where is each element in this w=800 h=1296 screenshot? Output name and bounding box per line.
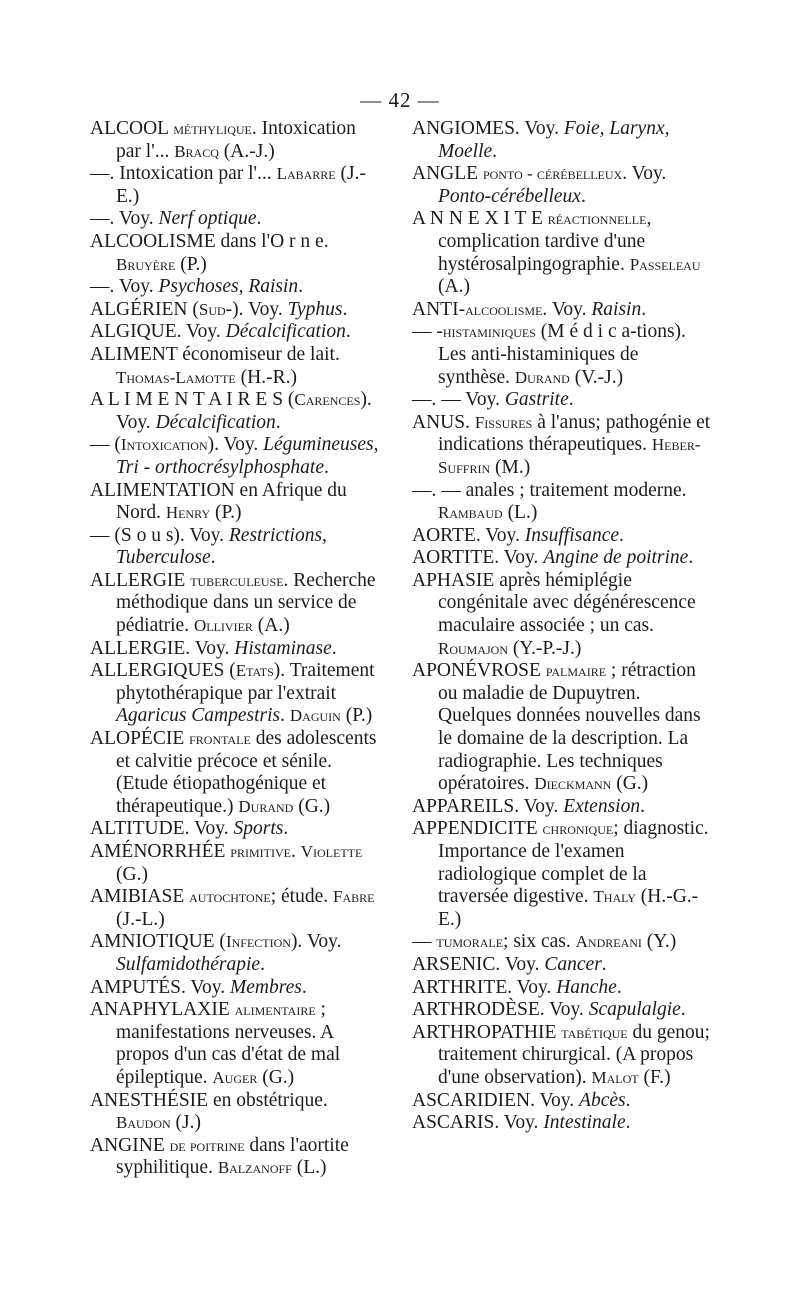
entry-text: (V.-J.) [569, 366, 624, 388]
entry-text: ALIMENTATION en Afrique du Nord. [90, 479, 347, 524]
entry-text: . [619, 524, 624, 546]
index-entry [90, 525, 382, 570]
entry-text: . [580, 185, 586, 207]
index-entry [412, 1090, 712, 1113]
entry-smallcaps-text: Intoxication [120, 435, 208, 455]
index-entry [412, 954, 712, 977]
entry-text: (J.-L.) [116, 908, 165, 930]
entry-smallcaps-text: Rambaud [438, 503, 503, 523]
entry-smallcaps-text: Malot [591, 1067, 639, 1087]
index-column-left [90, 118, 382, 1180]
entry-text: ANGLE [412, 163, 483, 185]
entry-smallcaps-text: Labarre [276, 164, 336, 184]
entry-smallcaps-text: tuberculeuse [190, 570, 284, 590]
entry-text: (M é d i c a-tions). Les anti-histaminiques de synthèse. [438, 321, 686, 388]
entry-italic-text: Décalcification [225, 321, 346, 343]
entry-italic-text: Psychoses, Raisin [158, 276, 299, 298]
entry-text: (L.) [502, 502, 538, 524]
entry-smallcaps-text: autochtone [189, 887, 271, 907]
index-entry [90, 818, 382, 841]
page-number: — 42 — [360, 88, 440, 112]
entry-smallcaps-text: Henry [165, 503, 211, 523]
entry-text: ). Voy. [290, 931, 342, 953]
entry-text: AMÉNORRHÉE [90, 841, 231, 862]
index-entry [90, 163, 382, 208]
entry-text: . [568, 389, 574, 411]
entry-text: . [324, 456, 329, 478]
entry-italic-text: Décalcification [155, 411, 276, 433]
entry-smallcaps-text: Durand [514, 367, 570, 387]
entry-text: , complication tardive d'une hystérosalpingographie. [438, 208, 652, 275]
entry-text: A L I M E N T A I R E S ( [90, 389, 295, 411]
entry-smallcaps-text: chronique [542, 819, 614, 839]
index-entry [90, 480, 382, 525]
entry-smallcaps-text: Bracq [174, 141, 219, 161]
entry-text: ALCOOLISME dans l'O r n e. [90, 230, 329, 252]
index-entry [412, 818, 712, 931]
index-entry [412, 525, 712, 548]
index-entry [90, 276, 382, 299]
entry-smallcaps-text: alimentaire [234, 1000, 316, 1020]
entry-smallcaps-text: histaminiques [442, 322, 536, 342]
entry-text: . [283, 818, 289, 840]
entry-text: . Voy. [622, 163, 667, 185]
entry-text: (G.) [611, 773, 649, 795]
entry-italic-text: Légumineuses, Tri - orthocrésylphosphate [116, 434, 379, 478]
entry-text: ALOPÉCIE [90, 728, 190, 750]
entry-text: . Recherche méthodique dans un service de pédiatrie. [116, 569, 376, 637]
entry-smallcaps-text: tumorale [436, 932, 504, 952]
entry-smallcaps-text: Fissures [474, 412, 533, 432]
entry-italic-text: Angine de poitrine [543, 547, 689, 569]
entry-text: APPAREILS. Voy. [412, 795, 564, 817]
entry-italic-text: Hanche [556, 976, 617, 998]
entry-text: — ( [90, 434, 121, 456]
entry-italic-text: Ponto-cérébelleux [438, 185, 581, 207]
entry-italic-text: Foie, Larynx, Moelle [438, 118, 670, 162]
entry-smallcaps-text: primitive [230, 842, 291, 861]
index-entry [412, 321, 712, 389]
entry-text: du genou; traitement chirurgical. (A propos d'une observation). [438, 1021, 710, 1088]
entry-text: ALLERGIE [90, 569, 191, 591]
entry-text: APONÉVROSE [412, 660, 546, 682]
entry-italic-text: Agaricus Campestris [116, 705, 281, 727]
entry-text: ). Traitement phytothérapique par l'extrait [116, 660, 375, 704]
entry-text: . [616, 976, 622, 998]
entry-smallcaps-text: réactionnelle [547, 209, 647, 229]
index-entry [412, 1022, 712, 1090]
entry-text: . [625, 1112, 631, 1134]
entry-text: ASCARIDIEN. Voy. [412, 1089, 580, 1111]
entry-text: — (S o u s). Voy. [90, 524, 229, 546]
entry-text: . [345, 321, 351, 343]
entry-text: —. Voy. [90, 208, 159, 230]
entry-text: . [492, 140, 498, 162]
entry-text: dans l'aortite syphilitique. [116, 1134, 349, 1179]
index-entry [90, 931, 382, 976]
index-entry [90, 434, 382, 479]
entry-smallcaps-text: Daguin [289, 706, 341, 726]
entry-text: -). Voy. [225, 298, 288, 320]
entry-smallcaps-text: Violette [300, 842, 363, 861]
entry-text: —. Voy. [90, 276, 159, 298]
index-entry [90, 570, 382, 638]
entry-text: AORTE. Voy. [412, 524, 525, 546]
entry-italic-text: Restrictions, Tuberculose [116, 524, 327, 569]
entry-text: APPENDICITE [412, 818, 543, 840]
entry-smallcaps-text: Balzanoff [217, 1158, 292, 1178]
entry-text: . [331, 637, 337, 659]
entry-text: ANGINE [90, 1134, 170, 1156]
entry-smallcaps-text: méthylique [173, 119, 252, 138]
entry-text: ). Voy. [116, 389, 372, 433]
index-column-right [412, 118, 712, 1135]
entry-smallcaps-text: Fabre [332, 887, 375, 907]
index-entry [90, 1135, 382, 1180]
index-entry [90, 1090, 382, 1135]
entry-text: (H.-R.) [235, 366, 297, 388]
entry-text: ; étude. [270, 886, 333, 908]
entry-text: ASCARIS. Voy. [412, 1112, 544, 1134]
entry-smallcaps-text: Thomas-Lamotte [116, 367, 236, 387]
entry-text: ; manifestations nerveuses. A propos d'un cas d'état de mal épileptique. [116, 999, 341, 1088]
index-entry [90, 660, 382, 728]
index-entry [412, 1112, 712, 1135]
entry-text: — - [412, 321, 443, 343]
entry-text: ALLERGIQUES ( [90, 660, 236, 682]
entry-text: ANAPHYLAXIE [90, 999, 235, 1021]
entry-smallcaps-text: Durand [238, 796, 294, 816]
entry-text: à l'anus; pathogénie et indications thérapeutiques. [438, 411, 711, 456]
entry-italic-text: Sulfamidothérapie [116, 953, 261, 975]
index-entry [90, 299, 382, 322]
entry-italic-text: Raisin [591, 298, 642, 320]
entry-smallcaps-text: de poitrine [169, 1135, 245, 1155]
entry-text: (G.) [257, 1066, 295, 1088]
entry-smallcaps-text: Baudon [116, 1113, 171, 1133]
entry-text: ; diagnostic. Importance de l'examen radiologique complet de la traversée digestive. [438, 818, 709, 908]
entry-text: AMNIOTIQUE ( [90, 931, 226, 953]
entry-text: . [210, 547, 216, 569]
entry-italic-text: Nerf optique [158, 208, 257, 230]
entry-text: AORTITE. Voy. [412, 547, 544, 569]
entry-text: . [280, 705, 290, 727]
entry-text: (J.) [170, 1112, 201, 1134]
entry-italic-text: Scapulalgie [588, 999, 681, 1021]
entry-italic-text: Histaminase [234, 637, 332, 659]
entry-text: ANTI- [412, 298, 466, 320]
entry-text: AMPUTÉS. Voy. [90, 976, 230, 998]
entry-text: . [640, 795, 645, 817]
index-entry [90, 638, 382, 661]
entry-smallcaps-text: Carences [294, 390, 361, 410]
entry-smallcaps-text: Auger [212, 1067, 258, 1087]
entry-text: (J.-E.) [116, 163, 366, 207]
entry-italic-text: Extension [563, 795, 641, 817]
entry-smallcaps-text: Heber-Suffrin [438, 435, 701, 477]
entry-text: . [625, 1089, 631, 1111]
index-entry [412, 299, 712, 322]
entry-text: . [298, 276, 304, 298]
entry-smallcaps-text: Sud [198, 299, 226, 319]
entry-text: . [256, 208, 262, 230]
index-entry [412, 977, 712, 1000]
index-entry [90, 344, 382, 389]
entry-text: (G.) [293, 795, 331, 817]
entry-text: ; rétraction ou maladie de Dupuytren. Quelques données nouvelles dans le domaine de la description. La radiographie. Les techniques opératoires. [438, 660, 701, 795]
entry-text: des adolescents et calvitie précoce et sénile. (Etude étiopathogénique et thérapeutique.) [116, 728, 377, 817]
entry-text: . [688, 547, 694, 569]
entry-text: APHASIE après hémiplégie congénitale avec dégénérescence maculaire associée ; un cas. [412, 569, 696, 637]
entry-smallcaps-text: Bruyère [116, 254, 176, 274]
entry-text: — [412, 931, 437, 953]
entry-smallcaps-text: Infection [225, 932, 291, 952]
entry-smallcaps-text: ponto - cérébelleux [482, 164, 623, 184]
entry-smallcaps-text: tabétique [561, 1022, 628, 1042]
entry-text: —. — Voy. [412, 389, 505, 411]
entry-text: ANESTHÉSIE en obstétrique. [90, 1089, 328, 1111]
entry-italic-text: Intestinale [543, 1112, 626, 1134]
entry-text: ARTHROPATHIE [412, 1021, 562, 1043]
index-entry [412, 931, 712, 954]
entry-text: . [641, 298, 647, 320]
entry-italic-text: Abcès [579, 1089, 626, 1111]
index-entry [90, 208, 382, 231]
entry-smallcaps-text: Roumajon [438, 638, 509, 658]
entry-text: . [680, 999, 686, 1021]
entry-text: . [260, 953, 265, 975]
entry-italic-text: Insuffisance [524, 524, 620, 546]
entry-text: ; six cas. [503, 931, 576, 953]
entry-text: . Voy. [542, 298, 592, 320]
entry-text: (A.) [252, 615, 290, 637]
index-entry [90, 118, 382, 163]
entry-text: ANGIOMES. Voy. [412, 118, 564, 139]
entry-text: ALIMENT économiseur de lait. [90, 343, 340, 365]
index-entry [412, 412, 712, 480]
entry-text: ALGÉRIEN ( [90, 298, 199, 320]
entry-text: ALGIQUE. Voy. [90, 321, 226, 343]
entry-text: ARTHRODÈSE. Voy. [412, 999, 589, 1021]
entry-italic-text: Typhus [287, 298, 343, 320]
entry-text: —. — anales ; traitement moderne. [412, 479, 687, 501]
entry-text: (P.) [175, 253, 207, 275]
entry-smallcaps-text: Passeleau [629, 254, 701, 274]
index-entry [412, 547, 712, 570]
index-entry [90, 999, 382, 1089]
entry-smallcaps-text: Dieckmann [534, 774, 612, 794]
entry-text: ALCOOL [90, 118, 174, 139]
index-entry [412, 208, 712, 298]
entry-smallcaps-text: alcoolisme [465, 299, 543, 319]
entry-text: (Y.-P.-J.) [508, 637, 582, 659]
entry-smallcaps-text: Andreani [575, 932, 642, 952]
entry-text: (A.-J.) [218, 140, 275, 162]
index-entry [412, 796, 712, 819]
entry-text: . [275, 411, 281, 433]
entry-text: (P.) [340, 705, 373, 727]
entry-italic-text: Sports [233, 818, 284, 840]
entry-text: ALLERGIE. Voy. [90, 637, 235, 659]
index-entry [412, 480, 712, 525]
entry-text: ALTITUDE. Voy. [90, 818, 234, 840]
index-entry [412, 118, 712, 163]
entry-text: (Y.) [641, 931, 677, 953]
entry-text: . [290, 841, 301, 862]
index-entry [90, 886, 382, 931]
index-entry [412, 389, 712, 412]
entry-italic-text: Membres [229, 976, 302, 998]
entry-italic-text: Gastrite [504, 389, 569, 411]
entry-smallcaps-text: frontale [189, 729, 251, 749]
entry-text: A N N E X I T E [412, 208, 548, 230]
index-entry [412, 999, 712, 1022]
entry-text: (M.) [490, 456, 531, 478]
entry-text: —. Intoxication par l'... [90, 163, 277, 185]
index-entry [412, 163, 712, 208]
entry-text: . Intoxication par l'... [116, 118, 356, 162]
index-entry [90, 977, 382, 1000]
entry-smallcaps-text: Thaly [593, 887, 636, 907]
entry-italic-text: Cancer [544, 953, 602, 975]
entry-text: ARTHRITE. Voy. [412, 976, 557, 998]
entry-smallcaps-text: palmaire [545, 661, 607, 681]
index-entry [90, 231, 382, 276]
index-entry [90, 841, 382, 886]
entry-smallcaps-text: Ollivier [193, 616, 253, 636]
entry-text: . [601, 953, 607, 975]
entry-text: (P.) [210, 502, 242, 524]
index-entry [412, 660, 712, 796]
entry-text: ANUS. [412, 411, 475, 433]
entry-text: ARSENIC. Voy. [412, 953, 545, 975]
index-entry [90, 728, 382, 818]
index-entry [90, 321, 382, 344]
entry-text: (H.-G.-E.) [438, 886, 699, 930]
entry-text: (F.) [638, 1066, 671, 1088]
entry-smallcaps-text: Etats [235, 661, 274, 681]
entry-text: (A.) [438, 276, 470, 298]
entry-text: (G.) [116, 863, 148, 885]
index-entry [90, 389, 382, 434]
entry-text: (L.) [291, 1157, 327, 1179]
entry-text: . [342, 298, 348, 320]
entry-text: AMIBIASE [90, 886, 190, 908]
entry-text: ). Voy. [207, 434, 264, 456]
entry-text: . [301, 976, 307, 998]
index-entry [412, 570, 712, 660]
